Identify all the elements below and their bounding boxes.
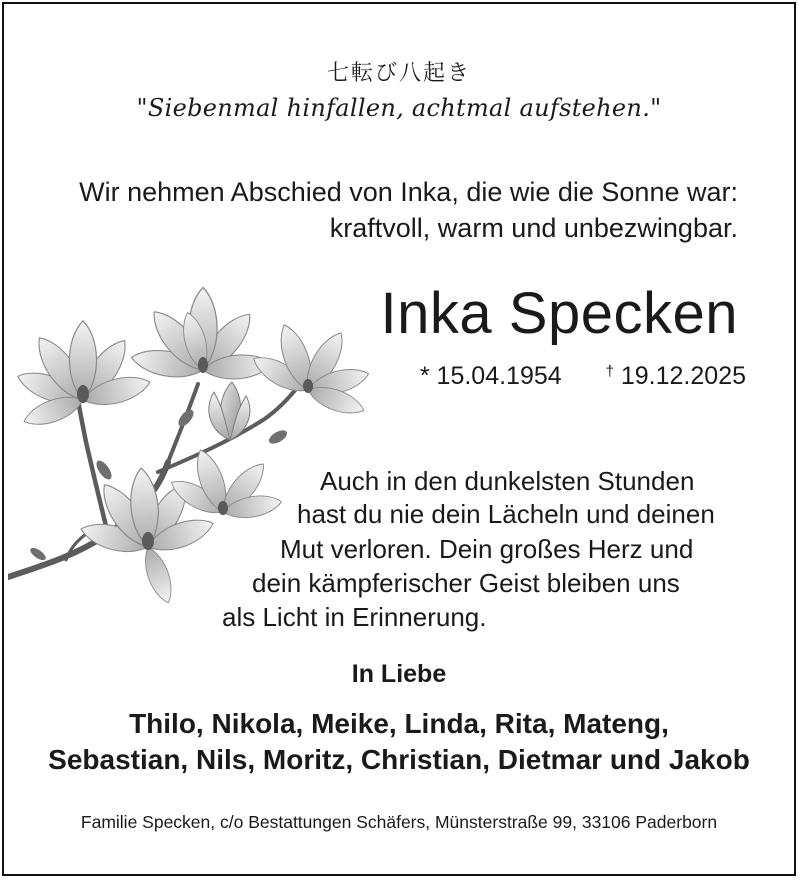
poem-line: dein kämpferischer Geist bleiben uns [252,568,680,598]
proverb-japanese: 七転び八起き [326,61,471,86]
farewell-text [79,174,738,246]
poem-line: Auch in den dunkelsten Stunden [320,466,695,496]
birth-symbol: * [419,362,430,390]
farewell-line: kraftvoll, warm und unbezwingbar. [329,213,738,243]
deceased-name: Inka Specken [380,281,738,346]
mourners-line: Thilo, Nikola, Meike, Linda, Rita, Mateng, [129,708,669,739]
farewell-line: Wir nehmen Abschied von Inka, die wie die Sonne war: [79,177,738,207]
birth-date: 15.04.1954 [436,362,562,390]
poem-line: als Licht in Erinnerung. [222,602,487,632]
death-date: 19.12.2025 [620,362,746,390]
proverb-german: "Siebenmal hinfallen, achtmal aufstehen." [136,94,662,122]
poem-line: hast du nie dein Lächeln und deinen [297,499,715,529]
obituary-notice [2,2,796,876]
footer-address: Familie Specken, c/o Bestattungen Schäfers, Münsterstraße 99, 33106 Paderborn [80,812,718,832]
poem-line: Mut verloren. Dein großes Herz und [280,534,694,564]
in-love-heading: In Liebe [351,660,447,688]
mourners-line: Sebastian, Nils, Moritz, Christian, Dietmar und Jakob [48,744,750,775]
mourners-names [4,706,794,778]
death-symbol: † [605,363,614,380]
life-dates [420,362,746,391]
